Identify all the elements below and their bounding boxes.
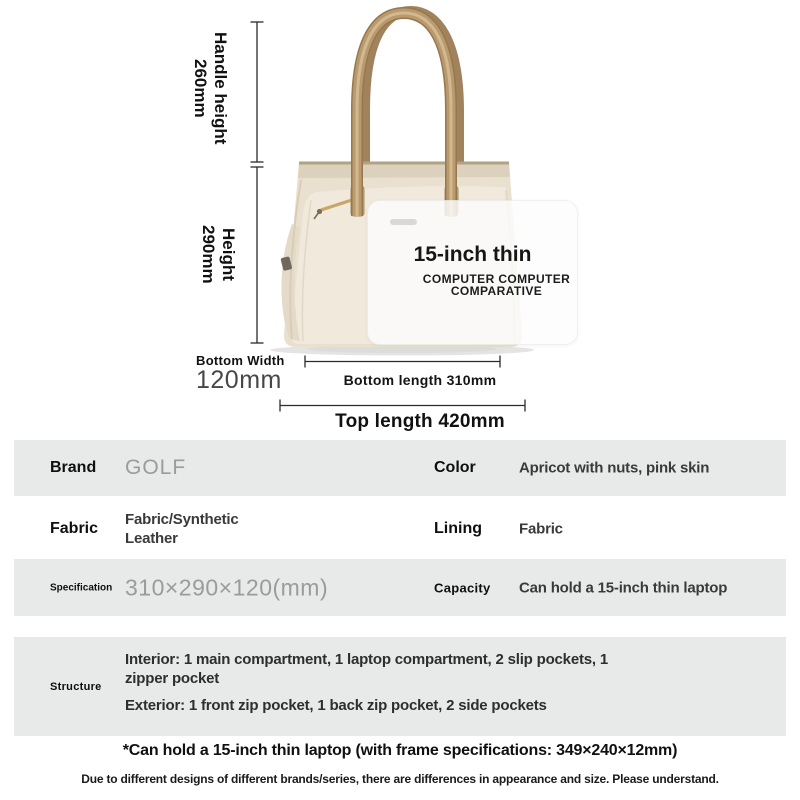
fabric-label: Fabric	[50, 519, 99, 537]
top-length-dimension-label: Top length 420mm	[335, 411, 505, 432]
laptop-size-card	[367, 200, 578, 345]
color-value: Apricot with nuts, pink skin	[519, 459, 710, 477]
lining-value: Fabric	[519, 520, 563, 537]
height-dimension-label: Height 290mm	[199, 224, 238, 284]
laptop-card-subtitle-1: COMPUTER COMPUTER	[422, 272, 571, 286]
brand-value: GOLF	[125, 456, 187, 479]
footer-capacity-note: *Can hold a 15-inch thin laptop (with frame specifications: 349×240×12mm)	[122, 742, 678, 759]
specification-label: Specification	[50, 582, 113, 593]
spec-row-fabric	[14, 500, 786, 557]
bottom-width-label: Bottom Width	[196, 353, 285, 368]
structure-content	[125, 650, 625, 715]
laptop-card-title: 15-inch thin	[413, 243, 532, 266]
laptop-logo-mark	[390, 219, 417, 225]
spec-row-brand	[14, 440, 786, 496]
capacity-label: Capacity	[434, 580, 491, 595]
laptop-card-subtitle-2: COMPARATIVE	[450, 284, 543, 298]
handle-height-dimension-label: Handle height 260mm	[191, 31, 230, 145]
spec-row-specification	[14, 559, 786, 616]
structure-interior-text: Interior: 1 main compartment, 1 laptop compartment, 2 slip pockets, 1 zipper pocket	[125, 651, 608, 687]
brand-label: Brand	[50, 459, 97, 476]
capacity-value: Can hold a 15-inch thin laptop	[519, 579, 728, 596]
fabric-value: Fabric/Synthetic Leather	[125, 510, 239, 547]
structure-exterior-text: Exterior: 1 front zip pocket, 1 back zip pocket, 2 side pockets	[125, 697, 547, 714]
footer-disclaimer: Due to different designs of different brands/series, there are differences in appearance and size. Please understand.	[81, 772, 719, 786]
spec-row-structure	[14, 637, 786, 736]
lining-label: Lining	[434, 519, 482, 537]
structure-label: Structure	[50, 680, 102, 693]
bottom-length-dimension-label: Bottom length 310mm	[343, 372, 497, 388]
specification-value: 310×290×120(mm)	[125, 574, 329, 600]
color-label: Color	[434, 459, 476, 476]
bottom-width-value: 120mm	[196, 366, 282, 394]
